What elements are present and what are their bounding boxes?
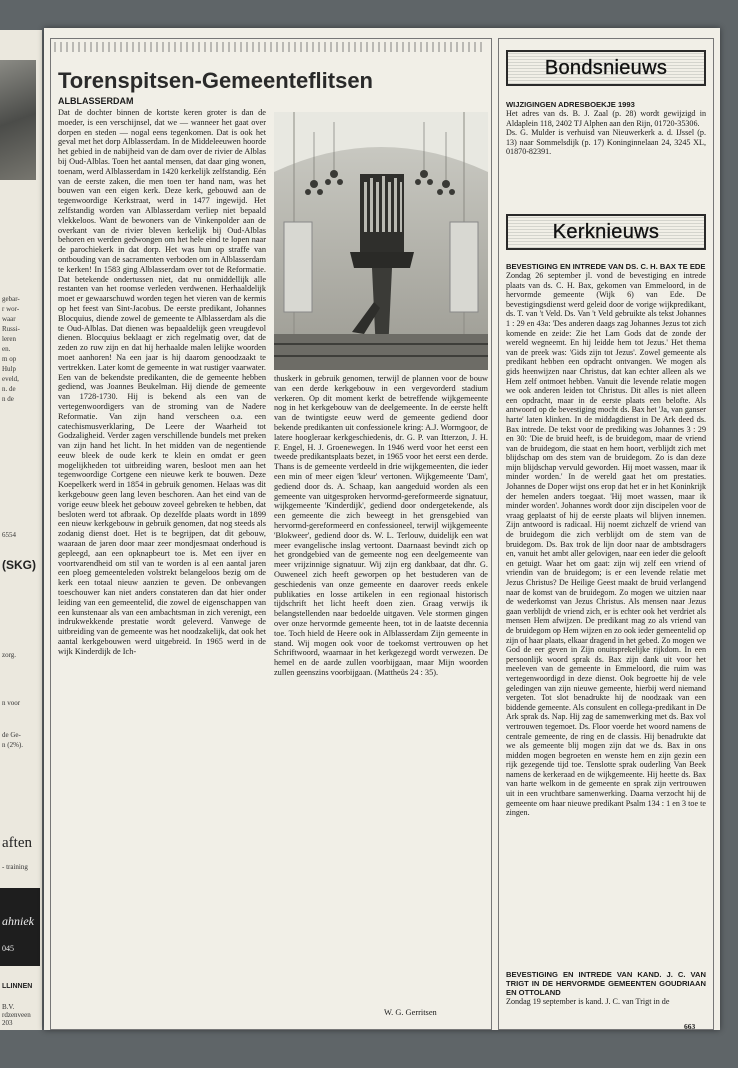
article-text-1: Dat de dochter binnen de kortste keren groter is dan de moeder, is een verschijnsel, dat we — wanneer het gaat over dorpen en steden — nogal eens tegenkomen. Dat is ook het geval met het dorp Alblasserdam. In de Middeleeuwen hoorde het gebied in de nabijheid van de dam over de rivier de Alblas bij Oud-Alblas. Toen het aantal mensen, dat daar ging wonen, toenam, werd Alblasserdam in 1420 kerkelijk zelfstandig. Eén van de eerste zaken, die men toen ter hand nam, was het bouwen van een eigen kerk. Deze kerk, gebouwd aan de tegenwoordige Kerkstraat, werd in 1477 ingewijd. Het zelfstandig worden van Alblasserdam verliep niet bepaald vlekkeloos. Want de bewoners van de Vinkenpolder aan de overkant van de rivier bleven kerkelijk bij Oud-Alblas behoren en werden gedwongen om het hele eind te lopen naar de parochiekerk in dat dorp. Het was hun op straffe van ontbouding van de sacramenten verboden om in Alblasserdam te kerken! In 1583 ging Alblasserdam over tot de Reformatie. Dat betekende ondertussen niet, dat nu onmiddellijk alle restanten van het roomse verleden verdwenen. Herhaaldelijk moet er gewaarschuwd worden tegen het vieren van de kermis op het feest van Sint-Jacobus. De eerste predikant, Johannes Blocquius, diende zowel de gemeente te Alblasserdam als die te Oud-Alblas. Dat dienen was bepaaldelijk geen vreugdevol dienen. Blocquius beklaagt er zich regelmatig over, dat de zeden zo ruw zijn en dat hij herhaalde malen lelijke woorden moet aanhoren! Na een jaar is hij daarom genoodzaakt te vertrekken. Later komt de gemeente in wat rustiger vaarwater. Een van de bekendste predikanten, die de gemeente hebben gediend, was Joannes Beukelman. Hij diende de gemeente van 1728-1730. Hij is bekend als een van de vertegenwoordigers van de stroming van de Nadere Reformatie. Van zijn hand verscheen o.a. een catechismusverklaring, De Leere der Waarheid tot Godzaligheid. Verder zagen verschillende bundels met preken van zijn hand het licht. In het midden van de negentiende eeuw bleek de oude kerk te klein en omdat er geen mogelijkheden tot uitbreiding waren, besloot men aan het tegenwoordige Cortgene een nieuwe kerk te bouwen. Deze Koepelkerk werd in 1854 in gebruik genomen. Helaas was dit kerkgebouw geen lang leven beschoren. Aan het eind van de vorige eeuw bleek het gebouw zoveel gebreken te hebben, dat besloten werd tot afbraak. Op dezelfde plaats wordt in 1899 een nieuw kerkgebouw in gebruik genomen, dat nog steeds als zodanig dienst doet. Het is te begrijpen, dat dit gebouw, waaraan de jaren door maar zeer mondjesmaat onderhoud is gepleegd, aan een opknapbeurt toe is. Met een ijver en voortvarendheid om stil van te worden is al een aantal jaren een ploeg gemeenteleden volstrekt belangeloos bezig om de kerk een totaal nieuw aanzien te geven. De onbevangen toeschouwer kan niet anders constateren dan dat hier onder leiding van een gemeentelid, die zowel de eigenschappen van een kunstenaar als van een ambachtsman in zich verenigt, een indrukwekkende prestatie wordt geleverd. Vanwege de uitbreiding van de gemeente was het noodzakelijk, dat ook het aantal kerkgebouwen werd uitgebreid. In 1965 werd in de wijk Kinderdijk de Ich- bbox=[58, 108, 266, 656]
strip-ahniek: ahniek bbox=[2, 914, 34, 928]
kerknieuws-section-2 bbox=[506, 970, 706, 1018]
strip-fragment: r wor- bbox=[2, 305, 20, 313]
article-place: ALBLASSERDAM bbox=[58, 96, 134, 106]
strip-linnen: LLINNEN bbox=[2, 983, 33, 990]
article-signature: W. G. Gerritsen bbox=[384, 1008, 437, 1017]
strip-fragment: Russi- bbox=[2, 325, 20, 333]
strip-word: n (2%). bbox=[2, 741, 23, 749]
strip-203: 203 bbox=[2, 1019, 13, 1027]
strip-fragment: n de bbox=[2, 395, 14, 403]
article-column-1 bbox=[58, 108, 266, 1022]
bondsnieuws-heading: WIJZIGINGEN ADRESBOEKJE 1993 bbox=[506, 100, 635, 109]
organ-photo-icon bbox=[274, 112, 488, 370]
magazine-page bbox=[44, 28, 720, 1030]
strip-label: (SKG) bbox=[2, 558, 36, 572]
neighbour-photo bbox=[0, 60, 36, 180]
strip-fragment: en. bbox=[2, 345, 11, 353]
strip-word: zorg. bbox=[2, 651, 17, 659]
strip-fragment: leren bbox=[2, 335, 16, 343]
decorative-border bbox=[54, 42, 486, 52]
strip-fragment: waar bbox=[2, 315, 16, 323]
strip-bv: B.V. bbox=[2, 1003, 15, 1011]
kerknieuws-text-2: Zondag 19 september is kand. J. C. van Trigt in de bbox=[506, 997, 670, 1006]
strip-word: n voor bbox=[2, 699, 21, 707]
strip-fragment: m op bbox=[2, 355, 17, 363]
strip-word: de Ge- bbox=[2, 731, 21, 739]
strip-number: 6554 bbox=[2, 531, 16, 539]
strip-code: 045 bbox=[2, 944, 14, 953]
kerknieuws-text-1: Zondag 26 september jl. vond de bevestiging en intrede plaats van ds. C. H. Bax, gekomen van Emmeloord, in de hervormde gemeente (Wijk 6) van Ede. De bevestigingsdienst werd geleid door de vorige wijkpredikant, ds. T. van 't Veld. Ds. Van 't Veld gebruikte als tekst Johannes 1 : 29 en 43a: 'Des anderen daags zag Johannes Jezus tot zich komende en zeide: Zie het Lam Gods dat de zonde der wereld wegneemt. En hij leidde hem tot Jezus.' Het thema van de preek was: 'Gids zijn tot Jezus'. Zowel gemeente als predikant hebben een opdracht ontvangen. We mogen als gids heenwijzen naar Christus, dat kan echter alleen als we Hem zelf ontmoet hebben. Vanuit die levende relatie mogen we ook anderen leiden tot Christus. Dit alles is niet alleen een opdracht, maar in de eerste plaats een belofte. Als antwoord op de bevestiging mocht ds. Bax het 'Ja, van ganser harte' laten klinken. In de middagdienst in De Ark deed ds. Bax intrede. De tekst voor de prediking was Johannes 3 : 29 en 30: 'Die de bruid heeft, is de bruidegom, maar de vriend van de bruidegom, die staat en hem hoort, verblijdt zich met blijdschap om des stem van de bruidegom. Zo is dan deze mijn blijdschap vervuld geworden. Hij moet wassen, maar ik minder worden.' In de wereld gaat het om prestaties. Johannes de Doper wijst ons erop dat het er in het Koninkrijk der hemelen anders toegaat. 'Hij moet wassen, maar ik minder worden'. Johannes wordt door zijn discipelen voor de vraag geplaatst of hij de eerste plaats wil blijven innemen. Zijn antwoord is radicaal. Hij noemt zichzelf de vriend van de bruidegom die zich verblijdt om de stem van de bruidegom. Ds. Bax trok de lijn door naar de ambtsdragers en, vanuit het ambt aller gelovigen, naar een ieder die gelooft en getuigt. Waar het om gaat: zijn wij zelf een vriend of vriendin van de bruidegom; is er een levende relatie met Jezus Christus? De Heilige Geest maakt de bruid verlangend naar de komst van de bruidegom. Zo mogen we uitzien naar de wederkomst van Jezus Christus. Als mensen naar Jezus gaan verblijdt de vriend zich, er is echter ook het verdriet als mensen Hem afwijzen. De predikant mag zo als vriend van de bruidegom op Hem wijzen en zo ook ieder gemeentelid op zijn of haar plaats, elkaar dragend in het gebed. Zo mogen we God de eer geven in Zijn onuitsprekelijke rijkdom. In een persoonlijk woord sprak ds. Bax zijn dank uit voor het meeleven van de gemeente in Emmeloord, die ruim was vertegenwoordigd in deze dienst. Ook begroette hij de vele geledingen van zijn nieuwe gemeente, hierbij werd niemand vergeten. Tot slot benadrukte hij de noodzaak van een biddende gemeente. Als consulent en collega-predikant in De Ark sprak ds. Nap. Hij zag de samenwerking met ds. Bax vol vertrouwen tegemoet. Ds. Floor voerde het woord namens de centrale gemeente, de ring en de classis. Hij benadrukte dat we als gemeente blij mogen zijn dat we ds. Bax in ons midden mogen begroeten en wenste hem en zijn gezin een rijk gezegende tijd toe. Tenslotte sprak ouderling Van Beek namens de kerkeraad en de wijkgemeente. Hij heette ds. Bax van harte welkom in de gemeente en sprak zijn vertrouwen uit in een vruchtbare samenwerking. Daarna verzocht hij de gemeente om haar nieuwe predikant Psalm 134 : 1 en 3 toe te zingen. bbox=[506, 271, 706, 818]
article-column-2 bbox=[274, 374, 488, 1022]
strip-dark-ad bbox=[0, 888, 40, 966]
strip-fragment: n. de bbox=[2, 385, 16, 393]
strip-fragment: gebar- bbox=[2, 295, 20, 303]
kerknieuws-heading-1: BEVESTIGING EN INTREDE VAN DS. C. H. BAX TE EDE bbox=[506, 262, 706, 271]
bondsnieuws-title: Bondsnieuws bbox=[544, 56, 668, 79]
bondsnieuws-text-1: Het adres van ds. B. J. Zaal (p. 28) wordt gewijzigd in Aldaplein 118, 2402 TJ Alphen aan den Rijn, 01720-35306. bbox=[506, 109, 706, 128]
bondsnieuws-section bbox=[506, 100, 706, 186]
strip-rdzenveen: rdzenveen bbox=[2, 1011, 31, 1019]
page-number: 663 bbox=[684, 1022, 696, 1030]
strip-fragment: Hulp bbox=[2, 365, 16, 373]
bondsnieuws-banner bbox=[506, 50, 706, 86]
strip-training: - training bbox=[2, 863, 28, 871]
neighbour-page-strip bbox=[0, 30, 42, 1030]
church-interior-photo bbox=[274, 112, 488, 370]
strip-aften: aften bbox=[2, 835, 32, 851]
article-text-2: thuskerk in gebruik genomen, terwijl de plannen voor de bouw van een derde kerkgebouw in een vergevorderd stadium verkeren. Op dit moment kerkt de betreffende wijkgemeente nog in het kerkgebouw van de deelgemeente. In de eerste helft van de twintigste eeuw werd de gemeente gediend door bekende predikanten uit confessionele kring: A.J. Wormgoor, de latere hoogleraar kerkgeschiedenis, dr. G. P. van Itterzon, J. H. F. Engel, H. J. Groenewegen. In 1946 werd voor het eerst een tweede predikantsplaats bezet, in 1965 voor het eerst een derde. Thans is de gemeente verdeeld in drie wijkgemeenten, die ieder een min of meer eigen 'kleur' vertonen. Wijkgemeente 'Dam', gediend door ds. A. Schaap, kan aangeduid worden als een gemeente van uitgesproken hervormd-gereformeerde signatuur, wijkgemeente 'Kinderdijk', gediend door ondergetekende, als een gemeente die zich beweegt in het grensgebied van hervormd-gereformeerd en confessioneel, terwijl wijkgemeente 'Blokweer', gediend door ds. W. L. Terlouw, duidelijk een wat meer evangelische inslag vertoont. Daarnaast bevindt zich op het grondgebied van de gemeente nog een deelgemeente van meer vrijzinnige signatuur. Wij zijn erg dankbaar, dat dhr. G. Ouweneel zich heeft geworpen op het bestuderen van de geschiedenis van onze gemeente en daarover reeds enkele publikaties en losse artikelen in een regionaal historisch tijdschrift het licht heeft doen zien. Graag verwijs ik belangstellenden naar bedoelde uitgaven. Vele stormen gingen over onze hervormde gemeente heen, tot in de laatste decennia toe. Toch hield de Heere ook in Alblasserdam Zijn gemeente in stand. Wij mogen ook voor de toekomst vertrouwen op het Schriftwoord, waarnaar in het kerkgezegd wordt verwezen. De hemel en de aarde zullen voorbijgaan, maar Mijn woorden zullen geenszins voorbijgaan. (Mattheüs 24 : 35). bbox=[274, 374, 488, 677]
kerknieuws-heading-2: BEVESTIGING EN INTREDE VAN KAND. J. C. VAN TRIGT IN DE HERVORMDE GEMEENTEN GOUDRIAAN EN OTTOLAND bbox=[506, 970, 706, 997]
article-title: Torenspitsen-Gemeenteflitsen bbox=[58, 68, 373, 93]
kerknieuws-banner bbox=[506, 214, 706, 250]
kerknieuws-section bbox=[506, 262, 706, 994]
strip-fragment: eveld, bbox=[2, 375, 19, 383]
bondsnieuws-text-2: Ds. G. Mulder is verhuisd van Nieuwerkerk a. d. IJssel (p. 13) naar Sommelsdijk (p. 17) Koninginnelaan 24, 3245 XL, 01870-82391. bbox=[506, 128, 706, 157]
kerknieuws-title: Kerknieuws bbox=[552, 220, 660, 243]
